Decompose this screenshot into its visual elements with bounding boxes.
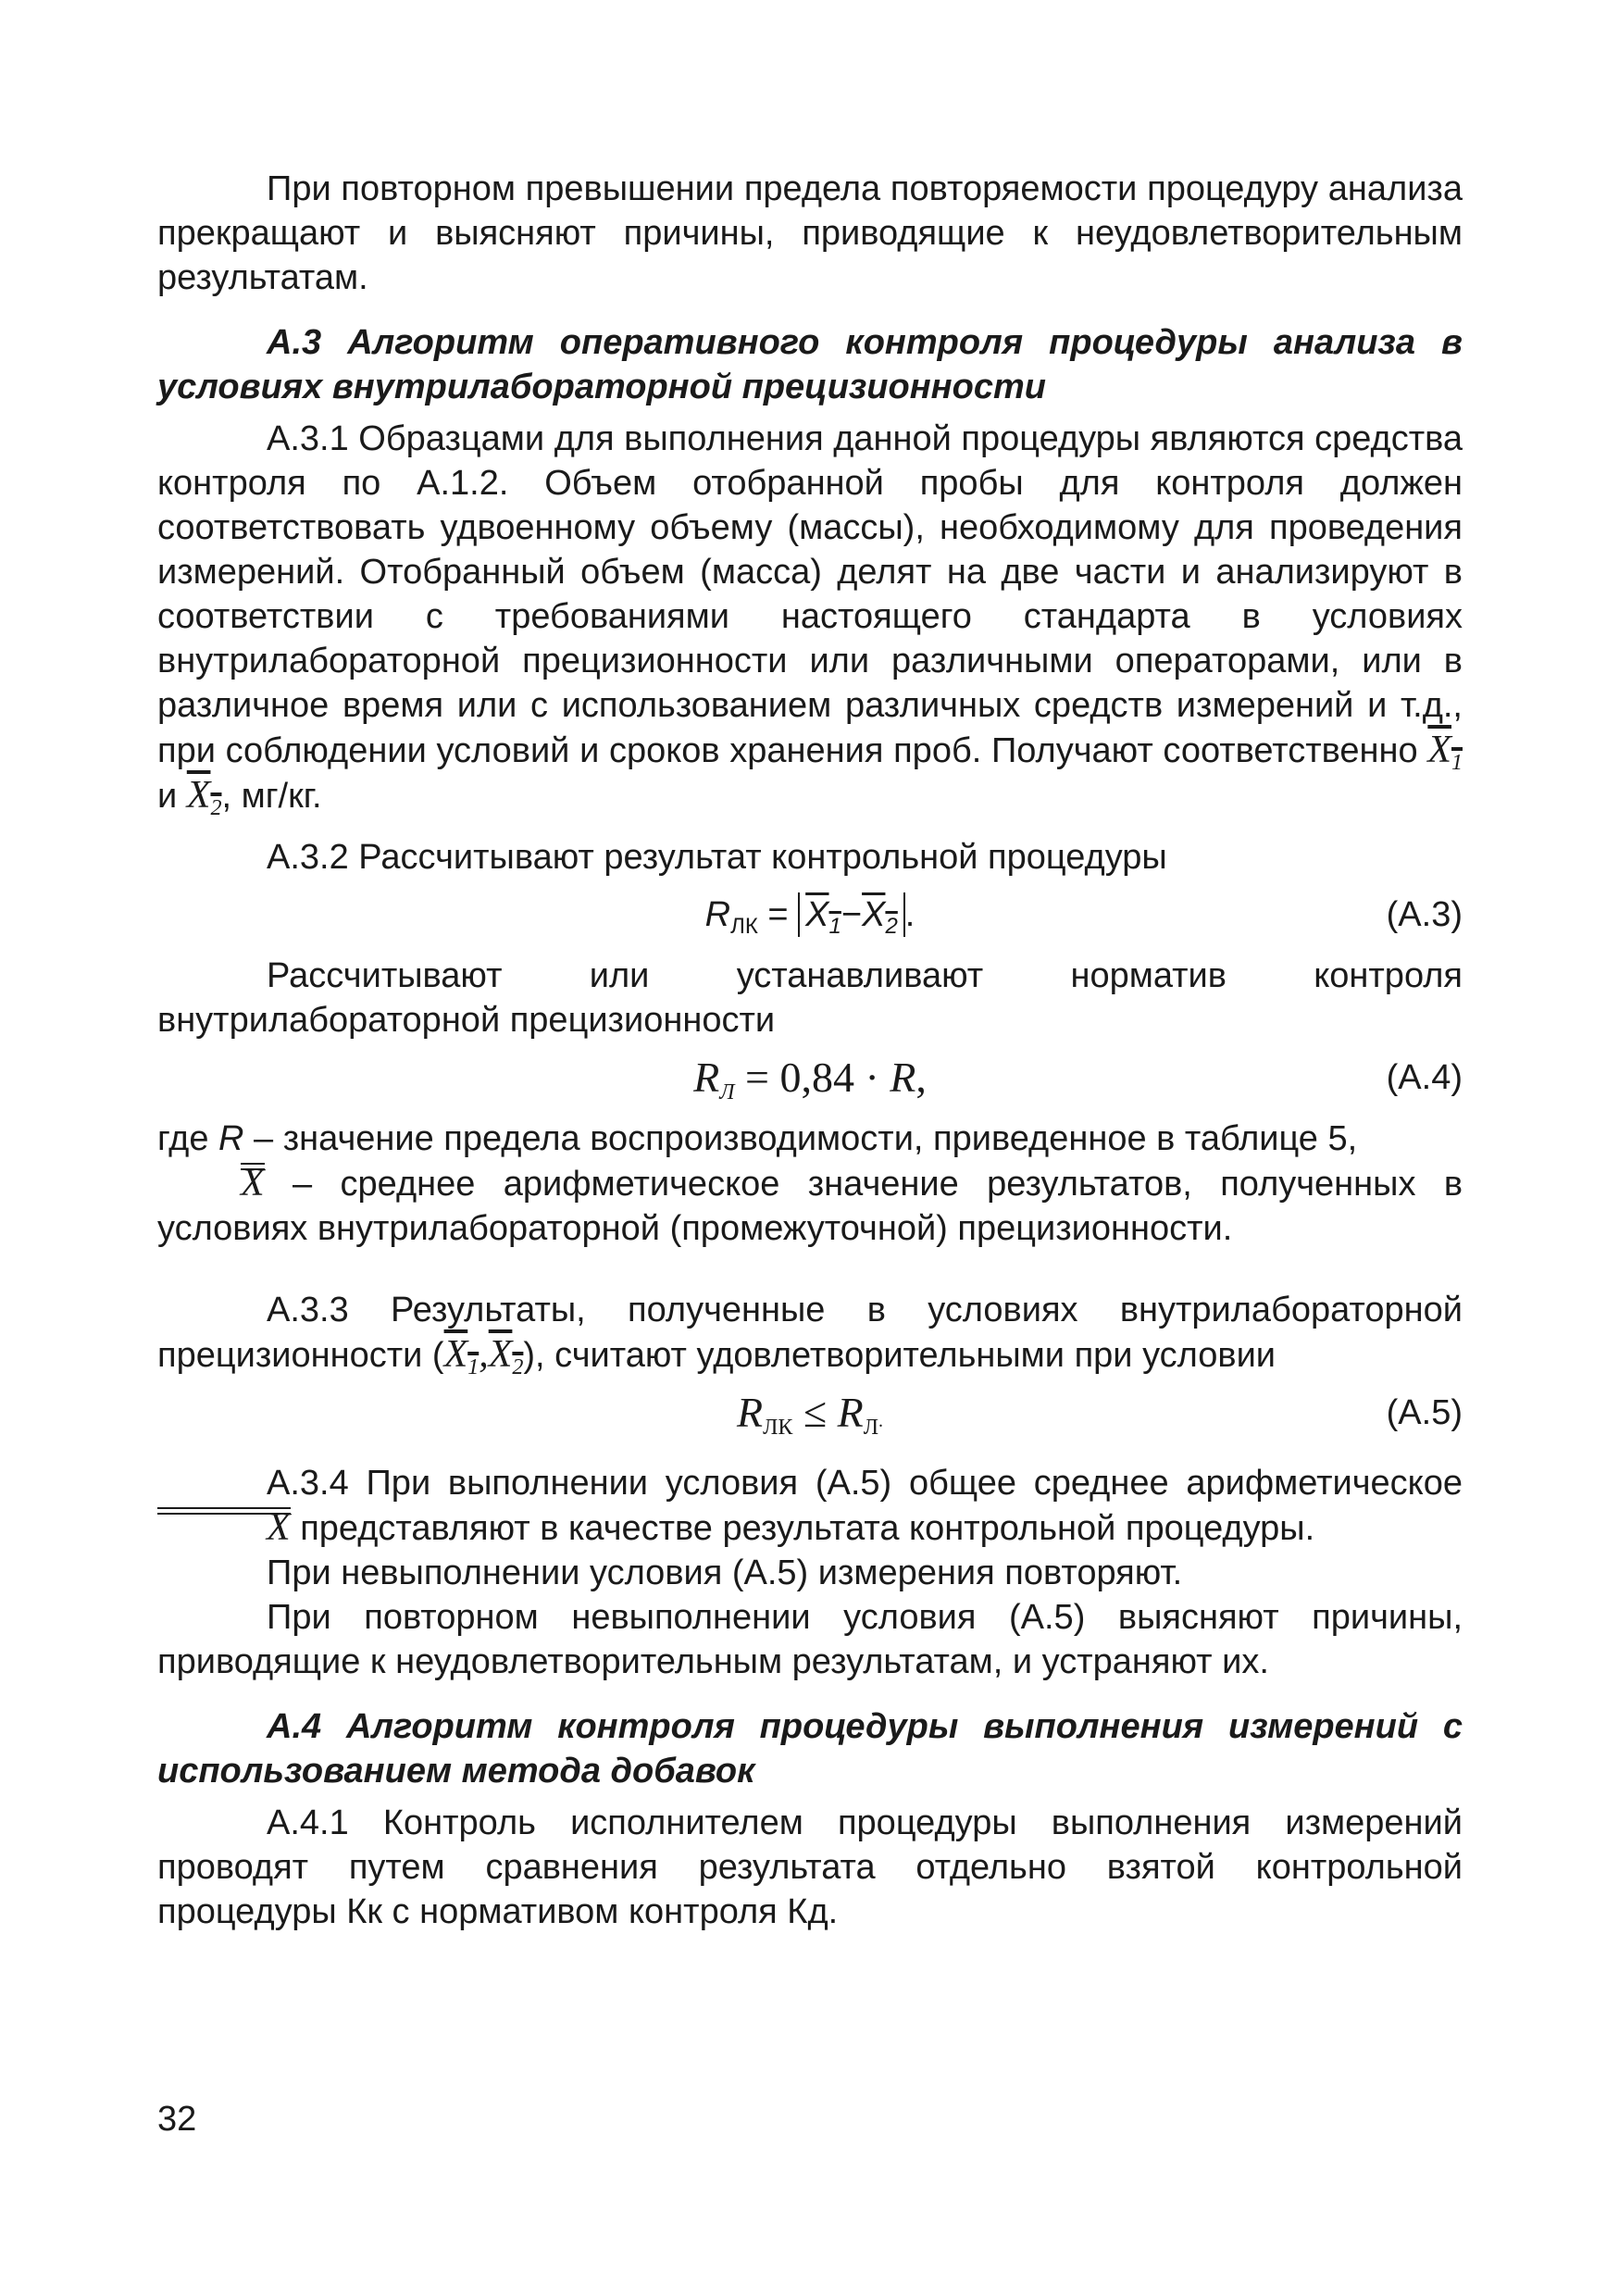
paragraph-intro: При повторном превышении предела повторяемости процедуру анализа прекращают и выясняют причины, приводящие к неудовлетворительным результатам. <box>157 169 1463 297</box>
equation-a5-formula: $R_{ЛК} \le R_Л$. <box>736 1389 884 1440</box>
symbol-x2: $X_2$ <box>186 774 222 820</box>
paragraph-a3-2: А.3.2 Рассчитывают результат контрольной процедуры <box>267 838 1167 877</box>
paragraph-a3-4: А.3.4 При выполнении условия (А.5) общее среднее арифметическое X представляют в качестве результата контрольной процедуры. <box>157 1461 1463 1551</box>
paragraph-a3-4-p2: При невыполнении условия (А.5) измерения повторяют. <box>267 1554 1183 1592</box>
symbol-x1: $X_1$ <box>1427 729 1463 775</box>
absolute-value: $X_1-X_2$ <box>798 892 905 937</box>
paragraph-a3-3: А.3.3 Результаты, полученные в условиях внутрилабораторной прецизионности $(X_1,X_2)$, считают удовлетворительными при условии <box>157 1291 1463 1379</box>
where-x: X – среднее арифметическое значение результатов, полученных в условиях внутрилабораторной (промежуточной) прецизионности. <box>157 1162 1463 1248</box>
equation-a4 <box>157 1050 1463 1109</box>
equation-a3-formula: $R_{ЛК} = X_1-X_2$ . <box>157 892 1463 937</box>
symbol-r: R <box>218 1119 244 1158</box>
document-page <box>157 167 1463 1934</box>
paragraph-a4-1: А.4.1 Контроль исполнителем процедуры выполнения измерений проводят путем сравнения результата отдельно взятой контрольной процедуры Кк с нормативом контроля Кд. <box>157 1803 1463 1931</box>
equation-a3-number: (А.3) <box>1386 895 1463 934</box>
a3-1-text: А.3.1 Образцами для выполнения данной процедуры являются средства контроля по А.1.2. Объем отобранной пробы для контроля должен соответствовать удвоенному объему (массы), необходимому для проведения измерений. Отобранный объем (масса) делят на две части и анализируют в соответствии с требованиями настоящего стандарта в условиях внутрилабораторной прецизионности или различными операторами, или в различное время или с использованием различных средств измерений и т.д., при соблюдении условий и сроков хранения проб. Получают соответственно <box>157 419 1463 770</box>
paragraph-a3-2b: Рассчитывают или устанавливают норматив контроля внутрилабораторной прецизионности <box>157 956 1463 1040</box>
page-number: 32 <box>157 2100 197 2139</box>
heading-a4: А.4 Алгоритм контроля процедуры выполнения измерений с использованием метода добавок <box>157 1707 1463 1791</box>
paragraph-a3-1 <box>157 417 1463 818</box>
symbol-x-double-bar: X <box>241 1162 265 1204</box>
a3-1-and: и <box>157 777 178 816</box>
equation-a4-number: (А.4) <box>1386 1058 1463 1097</box>
where-r: где R – значение предела воспроизводимости, приведенное в таблице 5, <box>157 1119 1358 1158</box>
heading-a3: А.3 Алгоритм оперативного контроля процедуры анализа в условиях внутрилабораторной прецизионности <box>157 323 1463 406</box>
equation-a5 <box>157 1385 1463 1444</box>
equation-a5-number: (А.5) <box>1386 1393 1463 1432</box>
symbol-x-double-bar-2: X <box>157 1505 291 1550</box>
paragraph-a3-4-p3: При повторном невыполнении условия (А.5) выясняют причины, приводящие к неудовлетворительным результатам, и устраняют их. <box>157 1598 1463 1681</box>
a3-1-unit: , мг/кг. <box>221 777 322 816</box>
equation-a3 <box>157 887 1463 946</box>
equation-a4-formula: $R_Л = 0,84 \cdot R$, <box>693 1054 927 1104</box>
